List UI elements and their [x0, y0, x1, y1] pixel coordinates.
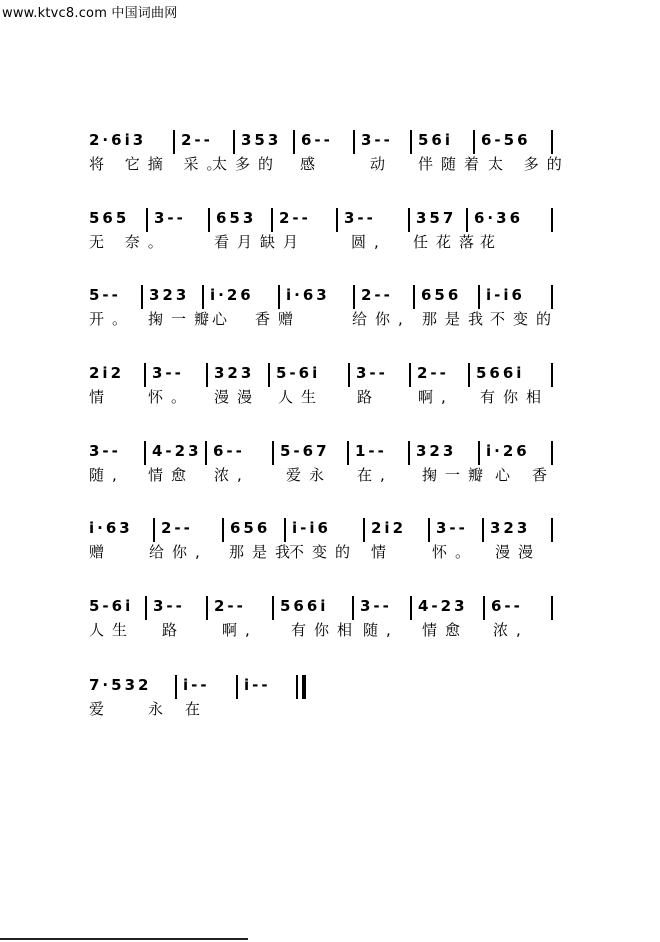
measure: 6-- [491, 597, 523, 615]
barline [551, 518, 553, 542]
lyric-text: 心 [212, 310, 236, 328]
notation-line [0, 285, 660, 309]
lyric-line [0, 465, 660, 489]
notation-line [0, 441, 660, 465]
lyric-text: 不变的 [289, 543, 359, 561]
lyric-text: 有你相 [291, 621, 361, 639]
notation-line [0, 596, 660, 620]
lyric-text: 漫漫 [214, 388, 261, 406]
barline [410, 130, 412, 154]
lyric-text: 啊, [418, 388, 454, 406]
measure: 353 [241, 131, 282, 149]
lyric-text: 那是我 [229, 543, 299, 561]
measure: 323 [416, 442, 457, 460]
barline [478, 285, 480, 309]
score-line [0, 363, 660, 423]
lyric-text: 情 [89, 388, 113, 406]
measure: 3-- [154, 209, 186, 227]
lyric-line [0, 699, 660, 723]
measure: i·63 [286, 286, 330, 304]
lyric-text: 情 [371, 543, 395, 561]
barline [206, 596, 208, 620]
lyric-text: 赠 [89, 543, 113, 561]
measure: 6·36 [474, 209, 524, 227]
barline [208, 208, 210, 232]
measure: 566i [280, 597, 329, 615]
score-line [0, 675, 660, 735]
lyric-text: 香 [532, 466, 556, 484]
barline [410, 596, 412, 620]
lyric-line [0, 542, 660, 566]
lyric-text: 开。 [89, 310, 136, 328]
barline [413, 285, 415, 309]
barline [483, 596, 485, 620]
barline [353, 285, 355, 309]
measure: i-- [183, 676, 210, 694]
measure: 3-- [361, 131, 393, 149]
measure: i·26 [210, 286, 254, 304]
lyric-text: 爱永 [286, 466, 333, 484]
measure: 4-23 [152, 442, 202, 460]
measure: 5-- [89, 286, 121, 304]
barline [296, 675, 298, 699]
score-line [0, 285, 660, 345]
barline [408, 441, 410, 465]
lyric-line [0, 154, 660, 178]
barline [141, 285, 143, 309]
notation-line [0, 208, 660, 232]
measure: 2-- [161, 519, 193, 537]
lyric-text: 有你相 [480, 388, 550, 406]
lyric-text: 动 [370, 155, 394, 173]
measure: 3-- [436, 519, 468, 537]
barline [551, 441, 553, 465]
measure: 6-- [301, 131, 333, 149]
lyric-text: 掬一瓣 [422, 466, 492, 484]
barline [551, 208, 553, 232]
barline [173, 130, 175, 154]
barline [146, 208, 148, 232]
score-line [0, 518, 660, 578]
measure: 5-67 [280, 442, 330, 460]
barline [408, 208, 410, 232]
lyric-text: 将 它摘 采。 [89, 155, 230, 173]
measure: 3-- [360, 597, 392, 615]
barline [284, 518, 286, 542]
measure: 7·532 [89, 676, 152, 694]
notation-line [0, 363, 660, 387]
barline [551, 130, 553, 154]
score-line [0, 596, 660, 656]
lyric-text: 情愈 [422, 621, 469, 639]
barline [175, 675, 177, 699]
lyric-text: 漫漫 [495, 543, 542, 561]
lyric-text: 伴随着 [418, 155, 488, 173]
lyric-text: 浓, [214, 466, 250, 484]
lyric-line [0, 620, 660, 644]
measure: 2-- [361, 286, 393, 304]
barline [468, 363, 470, 387]
lyric-text: 那是我 [422, 310, 492, 328]
measure: 2-- [417, 364, 449, 382]
measure: 2-- [279, 209, 311, 227]
footer-rule [0, 938, 248, 940]
barline [144, 441, 146, 465]
measure: i·26 [486, 442, 530, 460]
measure: 656 [421, 286, 462, 304]
lyric-text: 感 [300, 155, 324, 173]
lyric-text: 看月缺 [214, 233, 284, 251]
measure: 357 [416, 209, 457, 227]
barline [153, 518, 155, 542]
barline [293, 130, 295, 154]
lyric-text: 香赠 [255, 310, 302, 328]
lyric-text: 心 [495, 466, 519, 484]
lyric-text: 太多的 [212, 155, 282, 173]
measure: 3-- [89, 442, 121, 460]
measure: 4-23 [418, 597, 468, 615]
barline [409, 363, 411, 387]
barline [145, 596, 147, 620]
score-line [0, 208, 660, 268]
barline [268, 363, 270, 387]
barline [551, 285, 553, 309]
measure: i-- [244, 676, 271, 694]
barline [551, 596, 553, 620]
measure: 5-6i [89, 597, 134, 615]
lyric-text: 太 多的 [488, 155, 570, 173]
barline [473, 130, 475, 154]
lyric-text: 怀。 [432, 543, 479, 561]
measure: 56i [418, 131, 454, 149]
lyric-text: 情愈 [148, 466, 195, 484]
measure: 323 [214, 364, 255, 382]
barline [352, 596, 354, 620]
barline [336, 208, 338, 232]
barline [466, 208, 468, 232]
barline [428, 518, 430, 542]
measure: 2-- [181, 131, 213, 149]
lyric-line [0, 309, 660, 333]
barline [205, 441, 207, 465]
measure: 323 [149, 286, 190, 304]
lyric-text: 爱 [89, 700, 113, 718]
barline [353, 130, 355, 154]
lyric-text: 浓, [493, 621, 529, 639]
lyric-text: 路 [357, 388, 381, 406]
measure: 3-- [356, 364, 388, 382]
lyric-text: 路 [162, 621, 186, 639]
lyric-text: 不变的 [490, 310, 560, 328]
lyric-text: 随, [363, 621, 399, 639]
lyric-text: 给你, [149, 543, 208, 561]
barline [271, 208, 273, 232]
lyric-line [0, 232, 660, 256]
lyric-text: 圆, [351, 233, 387, 251]
notation-line [0, 518, 660, 542]
barline [551, 363, 553, 387]
measure: 3-- [152, 364, 184, 382]
measure: 3-- [344, 209, 376, 227]
lyric-text: 怀。 [148, 388, 195, 406]
lyric-text: 永 [148, 700, 172, 718]
measure: 2i2 [371, 519, 407, 537]
lyric-text: 人生 [278, 388, 325, 406]
measure: i-i6 [292, 519, 331, 537]
barline [482, 518, 484, 542]
barline [233, 130, 235, 154]
barline [363, 518, 365, 542]
barline [278, 285, 280, 309]
lyric-text: 人生 [89, 621, 136, 639]
measure: 1-- [355, 442, 387, 460]
notation-line [0, 130, 660, 154]
measure: i-i6 [486, 286, 525, 304]
measure: 565 [89, 209, 130, 227]
lyric-text: 给你, [352, 310, 411, 328]
measure: i·63 [89, 519, 133, 537]
score-line [0, 130, 660, 190]
barline [272, 441, 274, 465]
barline [202, 285, 204, 309]
notation-line [0, 675, 660, 699]
barline [478, 441, 480, 465]
lyric-text: 无 奈。 [89, 233, 171, 251]
score-line [0, 441, 660, 501]
measure: 2-- [214, 597, 246, 615]
measure: 2·6i3 [89, 131, 147, 149]
measure: 2i2 [89, 364, 125, 382]
lyric-text: 月 [283, 233, 307, 251]
measure: 653 [216, 209, 257, 227]
measure: 3-- [153, 597, 185, 615]
measure: 5-6i [276, 364, 321, 382]
barline [144, 363, 146, 387]
site-header: www.ktvc8.com 中国词曲网 [2, 6, 178, 21]
lyric-text: 在, [357, 466, 393, 484]
measure: 6-- [213, 442, 245, 460]
barline [272, 596, 274, 620]
lyric-text: 花 [480, 233, 504, 251]
measure: 323 [490, 519, 531, 537]
barline [347, 441, 349, 465]
lyric-text: 在 [185, 700, 209, 718]
barline [206, 363, 208, 387]
barline [348, 363, 350, 387]
final-barline [302, 675, 306, 699]
measure: 6-56 [481, 131, 531, 149]
lyric-text: 任花落 [413, 233, 483, 251]
measure: 566i [476, 364, 525, 382]
lyric-text: 随, [89, 466, 125, 484]
lyric-text: 掬一瓣 [148, 310, 218, 328]
lyric-line [0, 387, 660, 411]
lyric-text: 啊, [222, 621, 258, 639]
measure: 656 [230, 519, 271, 537]
barline [236, 675, 238, 699]
barline [222, 518, 224, 542]
